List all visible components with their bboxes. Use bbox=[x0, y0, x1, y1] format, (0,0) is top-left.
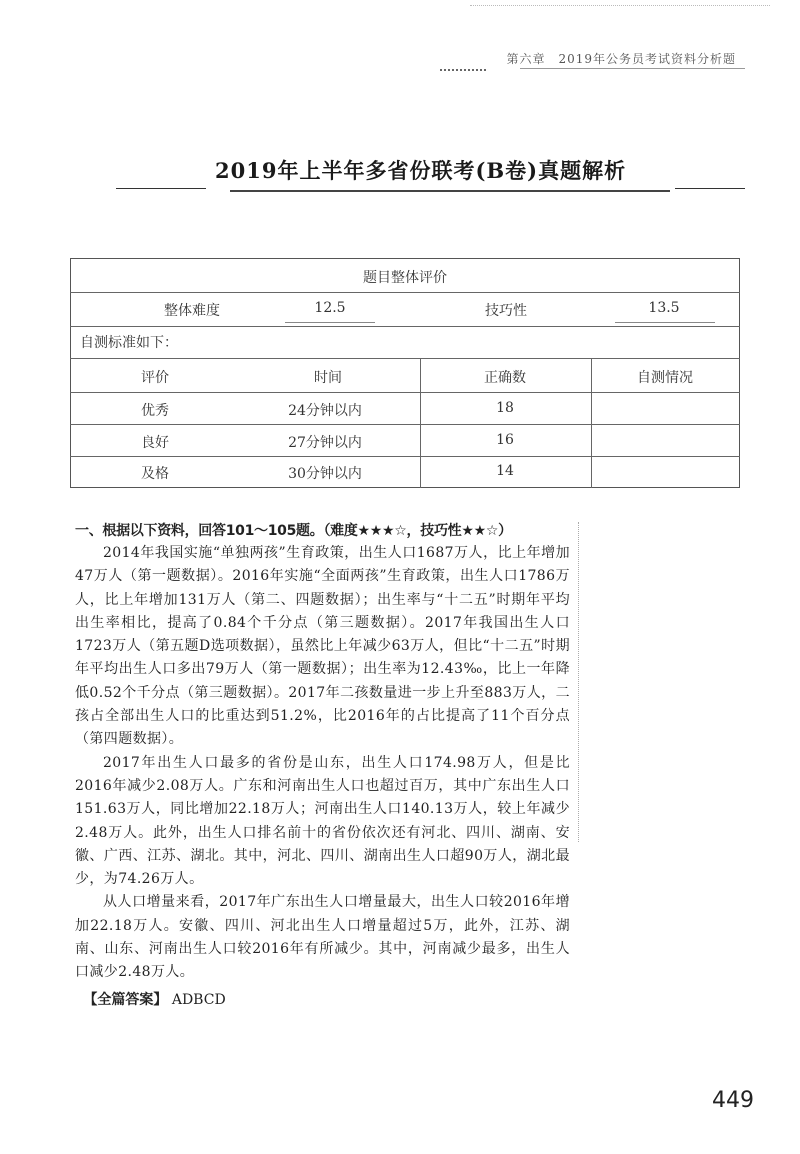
col-header-self-check: 自测情况 bbox=[637, 370, 693, 386]
table-rule bbox=[70, 392, 740, 393]
score-underline bbox=[285, 322, 375, 323]
paragraph: 从人口增量来看，2017年广东出生人口增量最大，出生人口较2016年增加22.18万人。安徽、四川、河北出生人口增量超过5万，此外，江苏、湖南、山东、河南出生人口较2016年有所减少。其中，河南减少最多，出生人口减少2.48万人。 bbox=[75, 894, 570, 981]
answer-label: 【全篇答案】 bbox=[83, 991, 168, 1008]
question-body bbox=[75, 520, 570, 1009]
self-test-note: 自测标准如下： bbox=[80, 335, 178, 351]
col-header-time: 时间 bbox=[314, 370, 342, 386]
answer-line bbox=[75, 989, 570, 1009]
title-rule-right bbox=[675, 188, 745, 189]
difficulty-label: 整体难度 bbox=[164, 303, 220, 319]
table-rule bbox=[70, 456, 740, 457]
col-header-grade: 评价 bbox=[141, 370, 169, 386]
paragraph: 2014年我国实施“单独两孩”生育政策，出生人口1687万人，比上年增加47万人（第一题数据）。2016年实施“全面两孩”生育政策，出生人口1786万人，比上年增加131万人（第二、四题数据）；出生率与“十二五”时期年平均出生率相比，提高了0.84个千分点（第三题数据）。2017年我国出生人口1723万人（第五题D选项数据），虽然比上年减少63万人，但比“十二五”时期年平均出生人口多出79万人（第一题数据）；出生率为12.43‰，比上一年降低0.52个千分点（第三题数据）。2017年二孩数量进一步上升至883万人，二孩占全部出生人口的比重达到51.2%，比2016年的占比提高了11个百分点（第四题数据）。 bbox=[75, 545, 570, 748]
row-correct: 16 bbox=[496, 432, 514, 448]
score-underline bbox=[615, 322, 715, 323]
title-rule-left bbox=[116, 188, 206, 189]
row-time: 30分钟以内 bbox=[288, 466, 362, 482]
row-grade: 良好 bbox=[141, 435, 169, 451]
paragraph: 2017年出生人口最多的省份是山东，出生人口174.98万人，但是比2016年减少2.08万人。广东和河南出生人口也超过百万，其中广东出生人口151.63万人，同比增加22.18万人；河南出生人口140.13万人，较上年减少2.48万人。此外，出生人口排名前十的省份依次还有河北、四川、湖南、安徽、广西、江苏、湖北。其中，河北、四川、湖南出生人口超90万人，湖北最少，为74.26万人。 bbox=[75, 754, 570, 888]
row-correct: 18 bbox=[496, 400, 514, 416]
row-correct: 14 bbox=[496, 463, 514, 479]
running-header: 第六章 2019年公务员考试资料分析题 bbox=[506, 52, 736, 66]
margin-dotted-rule bbox=[578, 522, 579, 842]
table-rule bbox=[70, 292, 740, 293]
table-rule bbox=[70, 326, 740, 327]
answer-value: ADBCD bbox=[171, 991, 226, 1008]
table-col-divider bbox=[420, 358, 421, 488]
question-heading: 一、根据以下资料，回答101～105题。（难度★★★☆，技巧性★★☆） bbox=[75, 523, 512, 539]
header-dotted-rule bbox=[440, 69, 486, 71]
evaluation-table bbox=[70, 258, 740, 488]
row-grade: 及格 bbox=[141, 466, 169, 482]
table-caption: 题目整体评价 bbox=[363, 270, 447, 286]
page-number: 449 bbox=[712, 1088, 754, 1113]
skill-label: 技巧性 bbox=[485, 303, 527, 319]
row-grade: 优秀 bbox=[141, 403, 169, 419]
title-underline bbox=[230, 190, 670, 192]
col-header-correct: 正确数 bbox=[484, 370, 526, 386]
page-title: 2019年上半年多省份联考(B卷)真题解析 bbox=[215, 158, 627, 183]
header-rule bbox=[520, 68, 745, 69]
difficulty-value: 12.5 bbox=[314, 300, 346, 316]
scan-artifact-line bbox=[470, 5, 770, 6]
row-time: 27分钟以内 bbox=[288, 435, 362, 451]
row-time: 24分钟以内 bbox=[288, 403, 362, 419]
table-rule bbox=[70, 424, 740, 425]
table-col-divider bbox=[591, 358, 592, 488]
skill-value: 13.5 bbox=[648, 300, 680, 316]
table-rule bbox=[70, 358, 740, 359]
